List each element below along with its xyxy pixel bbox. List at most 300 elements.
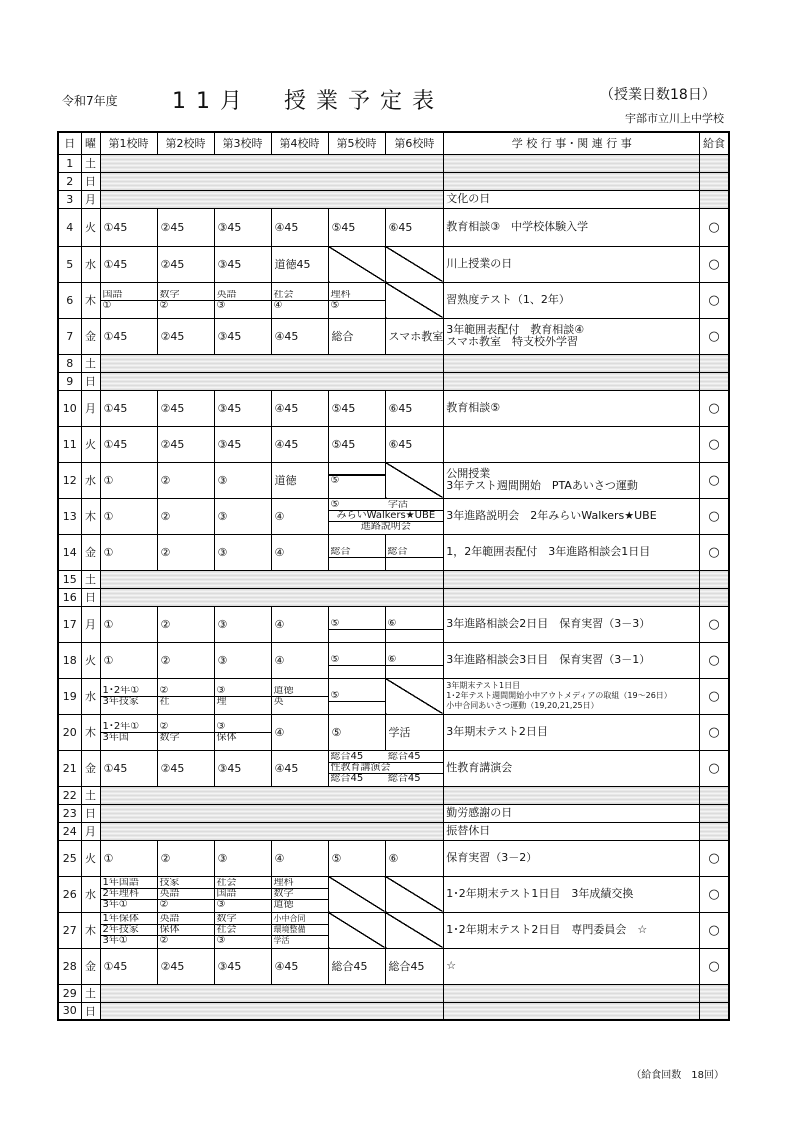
event-cell: 保育実習（3－2）	[444, 840, 700, 876]
col-header: 給食	[700, 132, 729, 154]
period-text: ②	[160, 851, 171, 865]
period-cell	[328, 678, 385, 714]
meal-cell: ○	[700, 282, 729, 318]
period-cell	[385, 642, 444, 678]
event-cell	[444, 318, 700, 354]
period-part: 英語	[216, 289, 237, 300]
period-text: 総合	[331, 330, 354, 343]
weekday: 土	[81, 154, 100, 172]
period-cell	[214, 534, 271, 570]
period-cell	[157, 282, 214, 318]
day-row	[58, 840, 729, 876]
period-split	[215, 914, 271, 946]
period-text: ③45	[217, 959, 242, 973]
day-number: 22	[58, 786, 81, 804]
period-text: ⑥45	[388, 437, 413, 451]
period-cell	[157, 426, 214, 462]
meal-cell: ○	[700, 642, 729, 678]
event-cell	[444, 588, 700, 606]
period-cell	[100, 534, 157, 570]
event-cell	[444, 426, 700, 462]
day-number: 13	[58, 498, 81, 534]
weekday: 金	[81, 750, 100, 786]
period-text: ③	[217, 617, 228, 631]
period-part: ⑥	[387, 618, 397, 629]
day-number: 3	[58, 190, 81, 208]
day-number: 18	[58, 642, 81, 678]
day-number: 16	[58, 588, 81, 606]
col-header: 第6校時	[385, 132, 444, 154]
period-part: 保体	[215, 732, 271, 743]
day-number: 4	[58, 208, 81, 246]
period-cell	[100, 876, 157, 912]
event-cell: 習熟度テスト（1、2年）	[444, 282, 700, 318]
day-number: 17	[58, 606, 81, 642]
event-cell	[444, 172, 700, 190]
day-number: 14	[58, 534, 81, 570]
meal-cell	[700, 1002, 729, 1020]
period-text: ③45	[217, 761, 242, 775]
period-split	[329, 474, 385, 486]
period-text: ④	[274, 851, 285, 865]
period-cell	[100, 606, 157, 642]
col-header: 第5校時	[328, 132, 385, 154]
period-cell	[271, 876, 328, 912]
period-cell	[328, 282, 385, 318]
period-text: 学活	[388, 726, 411, 739]
period-cell	[157, 606, 214, 642]
period-part: 理科	[273, 878, 294, 888]
period-split	[158, 722, 214, 743]
day-row	[58, 172, 729, 190]
day-row	[58, 750, 729, 786]
period-cell	[100, 642, 157, 678]
period-text: ②	[160, 653, 171, 667]
meal-cell	[700, 354, 729, 372]
holiday-periods	[100, 172, 444, 190]
period-cell	[328, 948, 385, 984]
day-row	[58, 154, 729, 172]
weekday: 月	[81, 190, 100, 208]
period-part: 3年国	[101, 732, 157, 743]
weekday: 土	[81, 570, 100, 588]
day-number: 24	[58, 822, 81, 840]
period-text: ②45	[160, 329, 185, 343]
period-part: ②	[159, 685, 169, 696]
weekday: 日	[81, 588, 100, 606]
period-part: 道徳	[273, 685, 294, 696]
period-cell	[271, 282, 328, 318]
period-cell	[385, 876, 444, 912]
period-part: 1年国語	[102, 878, 139, 888]
day-row	[58, 498, 729, 534]
period-cell	[214, 606, 271, 642]
period-part: 数学	[272, 888, 328, 899]
period-part: 環境整備	[272, 924, 328, 935]
period-cell	[328, 246, 385, 282]
meal-cell: ○	[700, 390, 729, 426]
period-part	[386, 629, 444, 630]
fiscal-year-label: 令和7年度	[62, 94, 118, 108]
event-cell: 1･2年期末テスト2日目 専門委員会 ☆	[444, 912, 700, 948]
period-split	[158, 686, 214, 707]
day-number: 5	[58, 246, 81, 282]
period-cell	[157, 208, 214, 246]
period-cell	[100, 750, 157, 786]
period-cell	[328, 606, 385, 642]
period-text: ④45	[274, 220, 299, 234]
weekday: 土	[81, 354, 100, 372]
period-part: ③	[215, 899, 271, 910]
meal-cell	[700, 984, 729, 1002]
holiday-periods	[100, 372, 444, 390]
school-name: 宇部市立川上中学校	[625, 112, 724, 125]
col-header: 日	[58, 132, 81, 154]
period-split	[329, 691, 385, 702]
meal-cell	[700, 154, 729, 172]
day-row	[58, 462, 729, 498]
period-text: 総合45	[388, 960, 425, 973]
period-part: 国語	[102, 289, 123, 300]
period-cell	[271, 208, 328, 246]
period-text: ③	[217, 545, 228, 559]
day-number: 25	[58, 840, 81, 876]
meal-cell	[700, 786, 729, 804]
period-part: 総合45	[387, 752, 421, 762]
period-split	[329, 752, 444, 784]
period-cell	[157, 912, 214, 948]
period-text: ⑤	[331, 725, 342, 739]
meal-cell: ○	[700, 606, 729, 642]
period-cell	[385, 714, 444, 750]
period-cell	[157, 462, 214, 498]
period-text: ③	[217, 851, 228, 865]
meal-cell: ○	[700, 534, 729, 570]
col-header: 第3校時	[214, 132, 271, 154]
meal-cell	[700, 172, 729, 190]
event-cell: 勤労感謝の日	[444, 804, 700, 822]
weekday: 金	[81, 948, 100, 984]
period-cell	[157, 390, 214, 426]
day-row	[58, 642, 729, 678]
period-text: ①45	[103, 257, 128, 271]
period-part: 1･2年①	[102, 685, 140, 696]
period-part: 数学	[159, 289, 180, 300]
period-text: ④	[274, 617, 285, 631]
period-part	[386, 557, 444, 558]
period-cell	[100, 714, 157, 750]
weekday: 火	[81, 840, 100, 876]
day-number: 30	[58, 1002, 81, 1020]
period-part: ③	[216, 721, 226, 732]
period-text: ①45	[103, 401, 128, 415]
period-text: ①	[103, 473, 114, 487]
day-row	[58, 246, 729, 282]
period-cell	[271, 840, 328, 876]
day-row	[58, 948, 729, 984]
day-number: 8	[58, 354, 81, 372]
period-cell	[157, 498, 214, 534]
holiday-periods	[100, 804, 444, 822]
day-number: 23	[58, 804, 81, 822]
period-cell	[271, 426, 328, 462]
period-cell	[100, 390, 157, 426]
period-cell	[385, 318, 444, 354]
period-cell	[271, 714, 328, 750]
meal-cell: ○	[700, 750, 729, 786]
period-part: 3年①	[101, 935, 157, 946]
period-part	[329, 701, 385, 702]
weekday: 火	[81, 208, 100, 246]
period-part: 2年理科	[101, 888, 157, 899]
meal-cell	[700, 588, 729, 606]
day-row	[58, 876, 729, 912]
period-part: ④	[272, 300, 328, 311]
schedule-table	[57, 131, 730, 1021]
period-part: 理	[215, 696, 271, 707]
day-number: 9	[58, 372, 81, 390]
period-cell	[271, 318, 328, 354]
period-cell	[328, 498, 444, 534]
period-cell	[157, 318, 214, 354]
event-cell	[444, 678, 700, 714]
day-number: 19	[58, 678, 81, 714]
period-cell	[214, 840, 271, 876]
period-text: ③45	[217, 257, 242, 271]
schedule-body	[58, 154, 729, 1020]
meal-cell: ○	[700, 912, 729, 948]
event-cell: ☆	[444, 948, 700, 984]
period-cell	[157, 534, 214, 570]
day-row	[58, 1002, 729, 1020]
period-text: ⑥45	[388, 220, 413, 234]
period-cell	[385, 912, 444, 948]
period-split	[158, 878, 214, 910]
period-part: 小中合同	[273, 914, 306, 923]
period-part: 性教育講演会	[329, 762, 444, 773]
meal-cell: ○	[700, 318, 729, 354]
period-part: 学活	[387, 500, 408, 510]
day-number: 2	[58, 172, 81, 190]
event-cell: 川上授業の日	[444, 246, 700, 282]
weekday: 月	[81, 606, 100, 642]
holiday-periods	[100, 984, 444, 1002]
period-part: ⑤	[330, 618, 340, 629]
meal-cell	[700, 570, 729, 588]
period-text: ①45	[103, 437, 128, 451]
day-row	[58, 570, 729, 588]
period-cell	[214, 390, 271, 426]
event-line: 公開授業	[446, 467, 491, 480]
period-cell	[100, 426, 157, 462]
event-cell	[444, 354, 700, 372]
period-split	[101, 290, 157, 311]
period-part	[329, 557, 385, 558]
period-cell	[385, 948, 444, 984]
period-split	[272, 878, 328, 910]
meal-count-footer: （給食回数 18回）	[631, 1070, 724, 1081]
period-cell	[100, 678, 157, 714]
period-text: ②	[160, 509, 171, 523]
period-part: 総合45	[330, 773, 364, 784]
period-part: 社会	[273, 289, 294, 300]
day-row	[58, 426, 729, 462]
period-part: みらいWalkers★UBE	[329, 510, 444, 521]
meal-cell: ○	[700, 208, 729, 246]
period-split	[386, 619, 444, 630]
period-cell	[214, 876, 271, 912]
day-row	[58, 318, 729, 354]
event-cell: 3年期末テスト2日目	[444, 714, 700, 750]
day-row	[58, 208, 729, 246]
period-part: 数学	[158, 732, 214, 743]
period-text: ②45	[160, 220, 185, 234]
period-cell	[385, 462, 444, 498]
event-cell: 3年進路相談会3日目 保育実習（3－1）	[444, 642, 700, 678]
period-text: ⑤45	[331, 220, 356, 234]
weekday: 水	[81, 246, 100, 282]
day-row	[58, 822, 729, 840]
period-cell	[271, 948, 328, 984]
weekday: 月	[81, 390, 100, 426]
page-title: 11月 授業予定表	[172, 89, 444, 114]
period-text: ②	[160, 617, 171, 631]
period-text: ③45	[217, 220, 242, 234]
period-part: 道徳	[272, 899, 328, 910]
weekday: 日	[81, 1002, 100, 1020]
period-text: ①	[103, 509, 114, 523]
period-split	[215, 686, 271, 707]
period-part: 総合	[330, 546, 351, 557]
period-cell	[214, 498, 271, 534]
day-row	[58, 804, 729, 822]
period-text: ④45	[274, 959, 299, 973]
period-part: 3年技家	[101, 696, 157, 707]
holiday-periods	[100, 354, 444, 372]
period-cell	[157, 714, 214, 750]
period-text: ③	[217, 509, 228, 523]
period-cell	[328, 876, 385, 912]
period-part: ②	[159, 721, 169, 732]
period-cell	[157, 948, 214, 984]
weekday: 金	[81, 534, 100, 570]
period-part: 技家	[159, 878, 180, 888]
period-text: ②45	[160, 761, 185, 775]
event-line: 3年テスト週間開始 PTAあいさつ運動	[446, 479, 638, 492]
period-cell	[214, 714, 271, 750]
period-text: ①45	[103, 329, 128, 343]
period-part: ⑤	[329, 475, 385, 486]
meal-cell	[700, 190, 729, 208]
meal-cell: ○	[700, 876, 729, 912]
period-split	[272, 914, 328, 946]
period-cell	[385, 390, 444, 426]
day-number: 15	[58, 570, 81, 588]
weekday: 水	[81, 876, 100, 912]
period-cell	[328, 912, 385, 948]
event-cell: 振替休日	[444, 822, 700, 840]
period-text: ⑤	[331, 851, 342, 865]
period-cell	[385, 606, 444, 642]
period-cell	[271, 462, 328, 498]
event-cell	[444, 462, 700, 498]
period-cell	[214, 208, 271, 246]
period-part	[329, 665, 385, 666]
period-part: ⑤	[329, 300, 385, 311]
period-text: ②	[160, 545, 171, 559]
period-cell	[271, 606, 328, 642]
weekday: 金	[81, 318, 100, 354]
period-cell	[157, 840, 214, 876]
day-row	[58, 786, 729, 804]
period-part: ②	[158, 300, 214, 311]
event-line: 小中合同あいさつ運動（19,20,21,25日）	[446, 701, 599, 710]
day-number: 21	[58, 750, 81, 786]
period-text: ③45	[217, 329, 242, 343]
period-part	[386, 665, 444, 666]
period-part: 社	[158, 696, 214, 707]
period-part: 1年保体	[102, 914, 139, 924]
period-split	[329, 290, 385, 311]
period-cell	[271, 498, 328, 534]
day-row	[58, 372, 729, 390]
period-text: ①45	[103, 220, 128, 234]
day-number: 29	[58, 984, 81, 1002]
period-part: 数学	[216, 914, 237, 924]
period-text: ④45	[274, 761, 299, 775]
period-part: 学活	[272, 935, 328, 946]
period-cell	[100, 840, 157, 876]
period-part: 進路説明会	[329, 521, 444, 532]
meal-cell	[700, 822, 729, 840]
weekday: 火	[81, 642, 100, 678]
period-cell	[157, 876, 214, 912]
day-row	[58, 912, 729, 948]
period-text: ③45	[217, 401, 242, 415]
event-cell: 1･2年期末テスト1日目 3年成績交換	[444, 876, 700, 912]
period-cell	[214, 426, 271, 462]
meal-cell: ○	[700, 714, 729, 750]
meal-cell: ○	[700, 948, 729, 984]
day-number: 20	[58, 714, 81, 750]
weekday: 土	[81, 786, 100, 804]
period-cell	[385, 840, 444, 876]
weekday: 木	[81, 912, 100, 948]
period-part: 1･2年①	[102, 721, 140, 732]
col-header: 第4校時	[271, 132, 328, 154]
holiday-periods	[100, 588, 444, 606]
period-cell	[271, 678, 328, 714]
day-row	[58, 714, 729, 750]
period-split	[101, 878, 157, 910]
period-cell	[385, 534, 444, 570]
meal-cell: ○	[700, 840, 729, 876]
period-part: 社会	[215, 924, 271, 935]
period-cell	[100, 912, 157, 948]
header-row	[58, 132, 729, 154]
period-cell	[385, 208, 444, 246]
period-text: ①45	[103, 959, 128, 973]
event-cell	[444, 786, 700, 804]
holiday-periods	[100, 1002, 444, 1020]
event-line: スマホ教室 特支校外学習	[446, 335, 579, 348]
period-cell	[100, 282, 157, 318]
period-cell	[271, 750, 328, 786]
period-cell	[385, 246, 444, 282]
period-text: ④45	[274, 329, 299, 343]
period-split	[272, 290, 328, 311]
col-header: 第1校時	[100, 132, 157, 154]
